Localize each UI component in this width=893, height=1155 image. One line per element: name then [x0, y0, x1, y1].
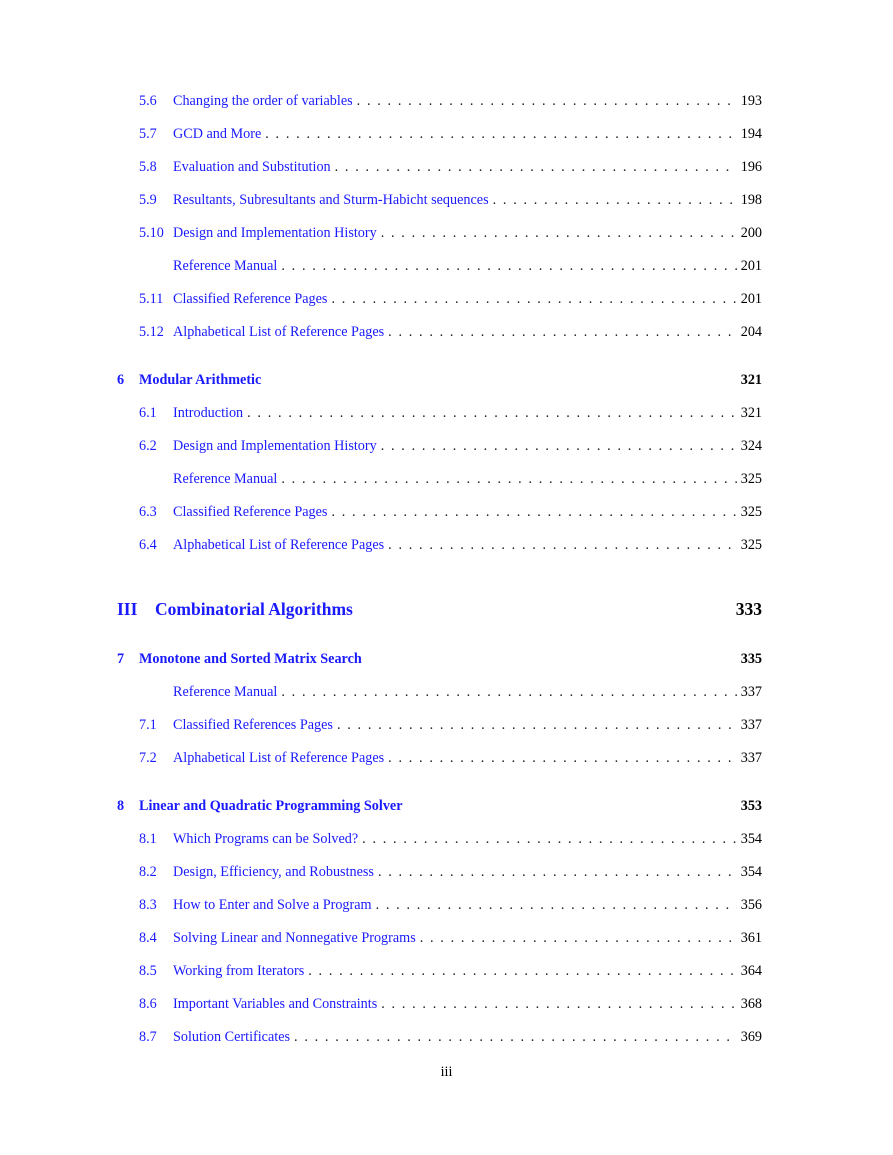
page-number: 204: [740, 324, 762, 340]
page-number: 335: [740, 651, 762, 667]
toc-chapter-entry[interactable]: [117, 797, 762, 815]
dot-leader: [388, 749, 737, 767]
footer-page-number: iii: [440, 1064, 453, 1080]
section-title-link[interactable]: Classified Reference Pages: [173, 504, 328, 520]
section-number: 6.4: [139, 537, 157, 553]
section-title-link[interactable]: Alphabetical List of Reference Pages: [173, 537, 385, 553]
toc-entry[interactable]: [117, 749, 762, 767]
dot-leader: [388, 536, 737, 554]
page-number: 361: [740, 930, 762, 946]
toc-entry[interactable]: [117, 191, 762, 209]
dot-leader: [381, 437, 737, 455]
page-number: 325: [740, 471, 762, 487]
toc-chapter-entry[interactable]: [117, 650, 762, 668]
page-number: 333: [735, 599, 762, 619]
section-title-link[interactable]: Design and Implementation History: [173, 438, 377, 454]
section-title-link[interactable]: Resultants, Subresultants and Sturm-Habicht sequences: [173, 192, 489, 208]
toc-entry[interactable]: [117, 962, 762, 980]
page-number: 325: [740, 537, 762, 553]
section-number: 5.8: [139, 159, 157, 175]
chapter-number: 8: [117, 798, 125, 814]
page-number: 324: [740, 438, 762, 454]
page-number: 354: [740, 831, 762, 847]
page-number: 198: [740, 192, 762, 208]
toc-entry[interactable]: [117, 257, 762, 275]
section-number: 5.12: [139, 324, 164, 340]
toc-entry[interactable]: [117, 536, 762, 554]
page-number: 356: [740, 897, 762, 913]
page-number: 200: [740, 225, 762, 241]
toc-entry[interactable]: [117, 224, 762, 242]
section-number: 6.1: [139, 405, 157, 421]
toc-entry[interactable]: [117, 830, 762, 848]
section-title-link[interactable]: Alphabetical List of Reference Pages: [173, 750, 385, 766]
section-title-link[interactable]: Classified References Pages: [173, 717, 333, 733]
section-title-link[interactable]: Reference Manual: [173, 258, 278, 274]
toc-entry[interactable]: [117, 896, 762, 914]
toc-entry[interactable]: [117, 716, 762, 734]
dot-leader: [381, 995, 736, 1013]
section-number: 8.2: [139, 864, 157, 880]
dot-leader: [281, 470, 736, 488]
toc-entry[interactable]: [117, 863, 762, 881]
section-number: 7.1: [139, 717, 157, 733]
section-title-link[interactable]: Introduction: [173, 405, 244, 421]
page-number: 369: [740, 1029, 762, 1045]
section-title-link[interactable]: Reference Manual: [173, 684, 278, 700]
part-title-link[interactable]: Combinatorial Algorithms: [155, 599, 353, 619]
page-number: 201: [740, 258, 762, 274]
section-title-link[interactable]: Solving Linear and Nonnegative Programs: [173, 930, 416, 946]
section-number: 8.3: [139, 897, 157, 913]
dot-leader: [281, 683, 736, 701]
part-number: III: [117, 599, 138, 619]
chapter-title-link[interactable]: Monotone and Sorted Matrix Search: [139, 651, 362, 667]
section-number: 7.2: [139, 750, 157, 766]
dot-leader: [337, 716, 737, 734]
chapter-title-link[interactable]: Modular Arithmetic: [139, 372, 262, 388]
dot-leader: [376, 896, 737, 914]
page-number: 337: [740, 750, 762, 766]
section-number: 8.4: [139, 930, 157, 946]
section-number: 8.1: [139, 831, 157, 847]
dot-leader: [362, 830, 737, 848]
toc-chapter-entry[interactable]: [117, 371, 762, 389]
page-number: 337: [740, 684, 762, 700]
section-title-link[interactable]: Changing the order of variables: [173, 93, 353, 109]
section-title-link[interactable]: Solution Certificates: [173, 1029, 291, 1045]
dot-leader: [420, 929, 737, 947]
toc-entry[interactable]: [117, 323, 762, 341]
section-number: 5.9: [139, 192, 157, 208]
page-number: 196: [740, 159, 762, 175]
section-title-link[interactable]: Evaluation and Substitution: [173, 159, 331, 175]
section-title-link[interactable]: Design, Efficiency, and Robustness: [173, 864, 374, 880]
page-number: 337: [740, 717, 762, 733]
section-number: 6.3: [139, 504, 157, 520]
toc-entry[interactable]: [117, 683, 762, 701]
toc-entry[interactable]: [117, 1028, 762, 1046]
toc-entry[interactable]: [117, 404, 762, 422]
section-number: 6.2: [139, 438, 157, 454]
section-title-link[interactable]: Design and Implementation History: [173, 225, 377, 241]
dot-leader: [378, 863, 737, 881]
page-number: 325: [740, 504, 762, 520]
dot-leader: [294, 1028, 737, 1046]
dot-leader: [281, 257, 736, 275]
section-title-link[interactable]: Working from Iterators: [173, 963, 305, 979]
toc-entry[interactable]: [117, 995, 762, 1013]
page-number: 194: [740, 126, 762, 142]
dot-leader: [388, 323, 737, 341]
chapter-number: 6: [117, 372, 125, 388]
dot-leader: [357, 92, 737, 110]
toc-entry[interactable]: [117, 503, 762, 521]
section-title-link[interactable]: Which Programs can be Solved?: [173, 831, 359, 847]
section-title-link[interactable]: How to Enter and Solve a Program: [173, 897, 372, 913]
dot-leader: [308, 962, 736, 980]
page-number: 364: [740, 963, 762, 979]
page-number: 201: [740, 291, 762, 307]
section-title-link[interactable]: GCD and More: [173, 126, 262, 142]
dot-leader: [331, 503, 736, 521]
section-number: 5.6: [139, 93, 157, 109]
dot-leader: [381, 224, 737, 242]
section-number: 8.5: [139, 963, 157, 979]
section-title-link[interactable]: Alphabetical List of Reference Pages: [173, 324, 385, 340]
toc-part-entry[interactable]: [117, 598, 762, 620]
page-number: 354: [740, 864, 762, 880]
section-number: 5.10: [139, 225, 164, 241]
toc-entry[interactable]: [117, 929, 762, 947]
page-number: 353: [740, 798, 762, 814]
page-number: 193: [740, 93, 762, 109]
dot-leader: [335, 158, 737, 176]
toc-entry[interactable]: [117, 437, 762, 455]
section-number: 5.7: [139, 126, 157, 142]
page-number: 321: [740, 405, 762, 421]
toc-entry[interactable]: [117, 470, 762, 488]
section-title-link[interactable]: Reference Manual: [173, 471, 278, 487]
section-number: 8.7: [139, 1029, 157, 1045]
chapter-title-link[interactable]: Linear and Quadratic Programming Solver: [139, 798, 403, 814]
section-number: 8.6: [139, 996, 157, 1012]
dot-leader: [331, 290, 736, 308]
dot-leader: [265, 125, 736, 143]
section-title-link[interactable]: Classified Reference Pages: [173, 291, 328, 307]
section-title-link[interactable]: Important Variables and Constraints: [173, 996, 378, 1012]
page-number: 321: [740, 372, 762, 388]
toc-entry[interactable]: [117, 125, 762, 143]
toc-entry[interactable]: [117, 290, 762, 308]
toc-entry[interactable]: [117, 158, 762, 176]
page-number: 368: [740, 996, 762, 1012]
chapter-number: 7: [117, 651, 125, 667]
dot-leader: [247, 404, 737, 422]
dot-leader: [493, 191, 737, 209]
section-number: 5.11: [139, 291, 164, 307]
toc-entry[interactable]: [117, 92, 762, 110]
